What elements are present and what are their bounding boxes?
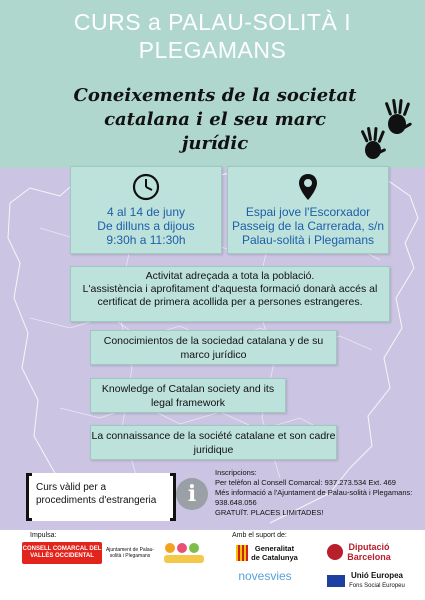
inscriptions-phone: Per telèfon al Consell Comarcal: 937.273.534 Ext. 469 bbox=[215, 478, 396, 487]
eu-name: Unió Europea bbox=[350, 571, 403, 580]
inscriptions-title: Inscripcions: bbox=[215, 468, 257, 477]
translation-en: Knowledge of Catalan society and its legal framework bbox=[90, 378, 286, 413]
validity-box bbox=[26, 473, 176, 521]
page-subtitle: Coneixements de la societat catalana i el seu marc jurídic bbox=[73, 85, 357, 154]
consell-comarcal-logo: CONSELL COMARCAL DEL VALLÈS OCCIDENTAL bbox=[22, 542, 102, 564]
clock-icon bbox=[132, 173, 160, 201]
eu-logo bbox=[316, 569, 416, 593]
info-line-2: L'assistència i aprofitament d'aquesta formació donarà accés al certificat de primera acollida per a persones estrangeres. bbox=[82, 283, 378, 308]
info-line-1: Activitat adreçada a tota la població. bbox=[145, 270, 315, 282]
eu-sub: Fons Social Europeu bbox=[349, 583, 405, 589]
support-label: Amb el suport de: bbox=[232, 532, 287, 539]
location-town: Palau-solità i Plegamans bbox=[241, 233, 375, 247]
diputacio-logo bbox=[316, 540, 402, 564]
page-title: CURS a PALAU-SOLITÀ I PLEGAMANS bbox=[73, 9, 352, 63]
novesvies-logo: novesvies bbox=[238, 569, 292, 583]
impulsa-label: Impulsa: bbox=[30, 532, 57, 539]
location-card bbox=[227, 166, 389, 254]
schedule-card bbox=[70, 166, 222, 254]
inscriptions-more-info: Més informació a l'Ajuntament de Palau-solità i Plegamans: 938.648.056 bbox=[215, 488, 413, 507]
course-dates: 4 al 14 de juny bbox=[106, 205, 186, 219]
info-icon: i bbox=[176, 478, 208, 510]
palau-solita-logo-icon bbox=[160, 540, 208, 566]
diputacio-name: Diputació bbox=[348, 542, 390, 552]
generalitat-logo bbox=[232, 542, 302, 564]
bracket-left bbox=[26, 473, 32, 521]
handprints-icon bbox=[357, 96, 417, 166]
course-time: 9:30h a 11:30h bbox=[106, 233, 186, 247]
generalitat-sub: de Catalunya bbox=[251, 553, 298, 562]
info-card bbox=[70, 266, 390, 322]
location-name: Espai jove l'Escorxador bbox=[245, 205, 371, 219]
translation-es: Conocimientos de la sociedad catalana y de su marco jurídico bbox=[90, 330, 337, 365]
ajuntament-logo: Ajuntament de Palau-solità i Plegamans bbox=[105, 547, 155, 559]
inscriptions-block bbox=[215, 468, 420, 518]
diputacio-sub: Barcelona bbox=[347, 552, 391, 562]
validity-text: Curs vàlid per a procediments d'estrangeria bbox=[36, 482, 157, 506]
bracket-right bbox=[170, 473, 176, 521]
translation-fr: La connaissance de la société catalane et son cadre juridique bbox=[90, 425, 337, 460]
inscriptions-free: GRATUÏT. PLACES LIMITADES! bbox=[215, 508, 324, 517]
generalitat-name: Generalitat bbox=[254, 544, 295, 553]
map-pin-icon bbox=[298, 173, 318, 201]
course-days: De dilluns a dijous bbox=[97, 219, 195, 233]
location-address: Passeig de la Carrerada, s/n bbox=[231, 219, 385, 233]
